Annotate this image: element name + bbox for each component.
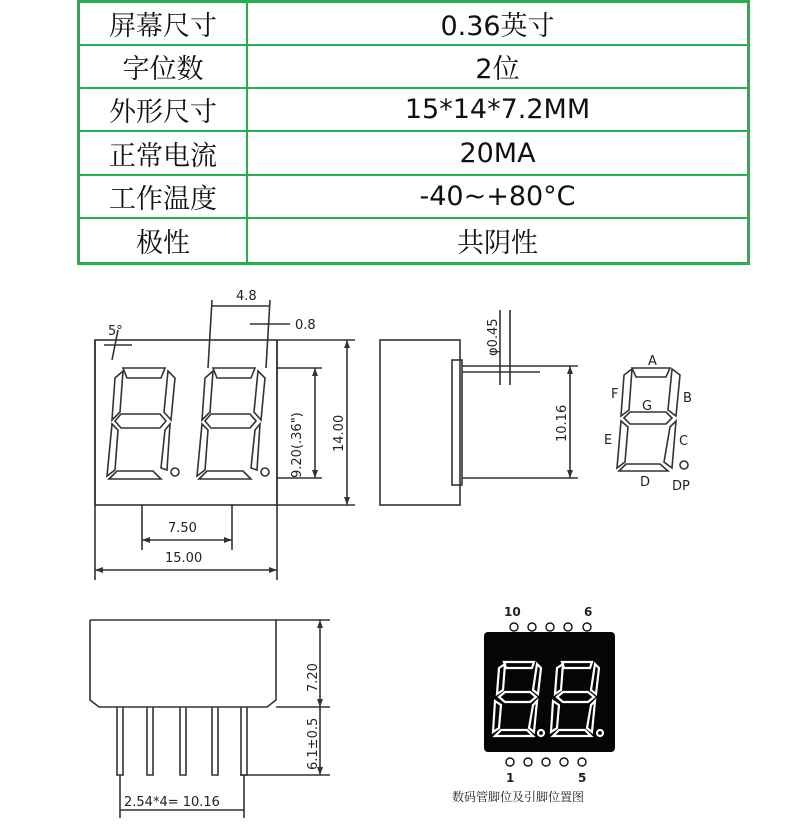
seg-label-b: B <box>683 391 692 406</box>
side-body-outline <box>380 340 460 505</box>
seg-label-d: D <box>640 475 651 490</box>
seg-label-dp: DP <box>672 479 690 494</box>
dim-pin-label: 6.1±0.5 <box>306 717 321 770</box>
pin-label-bottom-right: 5 <box>578 771 587 785</box>
dim-spacing-label: 2.54*4= 10.16 <box>124 795 220 810</box>
dim-seg-label: 0.8 <box>295 318 316 333</box>
front-body-outline <box>95 340 277 505</box>
dim-body-label: 7.20 <box>306 663 321 692</box>
spec-value: 2位 <box>475 54 520 86</box>
pin-label-top-right: 6 <box>584 605 593 619</box>
spec-value: -40~+80°C <box>419 180 576 212</box>
seg-label-f: F <box>611 387 619 402</box>
dim-width-label: 15.00 <box>165 551 203 566</box>
spec-key: 工作温度 <box>80 176 248 217</box>
pins <box>117 707 247 775</box>
dim-pin-dia-label: φ0.45 <box>486 318 501 356</box>
segment-map <box>617 368 688 471</box>
bottom-view <box>90 620 330 818</box>
digit-1 <box>107 368 179 479</box>
spec-key: 极性 <box>80 219 248 262</box>
seg-label-e: E <box>604 433 613 448</box>
pin-label-top-left: 10 <box>504 605 521 619</box>
digit-2 <box>197 368 269 479</box>
pinout-panel <box>484 623 615 766</box>
dim-pin-len-label: 10.16 <box>555 404 570 442</box>
spec-key: 外形尺寸 <box>80 89 248 130</box>
seg-label-a: A <box>648 354 657 369</box>
spec-value: 20MA <box>459 137 536 169</box>
spec-key: 正常电流 <box>80 132 248 173</box>
side-view <box>380 310 578 505</box>
seg-label-g: G <box>642 399 653 414</box>
pinout-caption: 数码管脚位及引脚位置图 <box>452 790 585 804</box>
spec-value: 0.36英寸 <box>440 11 555 43</box>
seg-label-c: C <box>679 434 689 449</box>
dim-top-label: 4.8 <box>236 289 257 304</box>
spec-value: 15*14*7.2MM <box>404 94 591 126</box>
pin-label-bottom-left: 1 <box>506 771 515 785</box>
dim-height-label: 14.00 <box>332 414 347 452</box>
dim-tilt-label: 5° <box>108 324 123 339</box>
spec-value: 共阴性 <box>457 227 538 259</box>
spec-key: 字位数 <box>80 46 248 87</box>
spec-key: 屏幕尺寸 <box>80 3 248 44</box>
dim-pitch-label: 7.50 <box>168 521 197 536</box>
dim-char-height-label: 9.20(.36") <box>290 412 305 478</box>
bottom-body-outline <box>90 620 276 707</box>
